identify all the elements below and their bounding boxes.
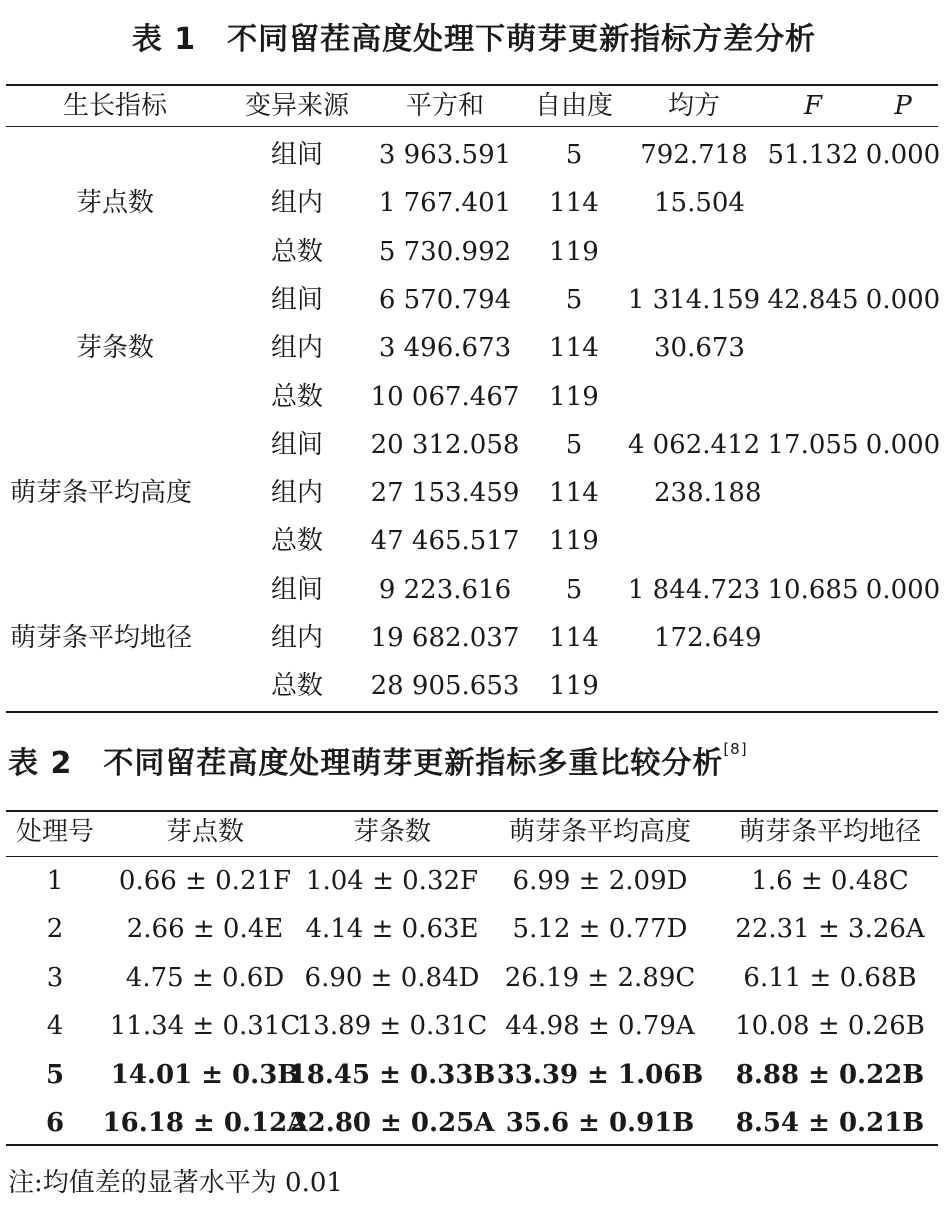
bud-count-cell: 6.90 ± 0.84D: [304, 962, 480, 993]
mean-square-cell: 4 062.412: [627, 429, 761, 460]
avg-diameter-cell: 10.08 ± 0.26B: [735, 1011, 925, 1042]
bud-count-cell: 22.80 ± 0.25A: [289, 1108, 495, 1138]
df-cell: 5: [565, 284, 583, 315]
df-cell: 5: [565, 574, 583, 605]
mean-square-cell: 15.504: [654, 188, 745, 219]
header-df: 自由度: [534, 91, 614, 121]
source-cell: 组内: [270, 623, 324, 653]
avg-diameter-cell: 8.88 ± 0.22B: [735, 1059, 925, 1090]
header-source: 变异来源: [244, 91, 350, 121]
source-cell: 总数: [270, 671, 324, 702]
source-cell: 组间: [270, 140, 324, 170]
p-value-cell: 0.000: [865, 429, 941, 460]
sum-of-squares-cell: 19 682.037: [370, 623, 520, 653]
bud-count-cell: 4.14 ± 0.63E: [305, 914, 479, 945]
df-cell: 119: [549, 671, 599, 702]
treatment-cell: 2: [46, 914, 64, 945]
header-treatment: 处理号: [15, 817, 95, 847]
p-value-cell: 0.000: [865, 574, 941, 605]
avg-height-cell: 26.19 ± 2.89C: [504, 962, 696, 993]
treatment-cell: 6: [45, 1108, 65, 1138]
table2-header-rule: [6, 856, 938, 857]
f-value-cell: 10.685: [767, 574, 859, 605]
sum-of-squares-cell: 3 496.673: [378, 333, 512, 364]
f-value-cell: 17.055: [767, 429, 859, 460]
source-cell: 总数: [270, 236, 324, 267]
indicator-label: 萌芽条平均高度: [10, 478, 193, 509]
avg-diameter-cell: 1.6 ± 0.48C: [751, 866, 909, 896]
treatment-cell: 4: [46, 1011, 64, 1042]
bud-points-cell: 14.01 ± 0.3B: [110, 1059, 300, 1090]
source-cell: 组内: [270, 478, 324, 509]
source-cell: 组内: [270, 188, 324, 219]
bud-points-cell: 11.34 ± 0.31C: [109, 1011, 301, 1042]
sum-of-squares-cell: 27 153.459: [370, 478, 520, 509]
df-cell: 119: [549, 526, 599, 557]
p-value-cell: 0.000: [865, 284, 941, 315]
sum-of-squares-cell: 20 312.058: [370, 429, 520, 460]
table1-bottom-rule: [6, 711, 938, 713]
df-cell: 5: [565, 429, 583, 460]
df-cell: 5: [565, 140, 583, 170]
avg-height-cell: 44.98 ± 0.79A: [505, 1011, 695, 1042]
df-cell: 114: [549, 188, 599, 219]
indicator-label: 芽点数: [75, 188, 155, 219]
table2-top-rule: [6, 810, 938, 812]
avg-height-cell: 5.12 ± 0.77D: [512, 914, 688, 945]
source-cell: 总数: [270, 526, 324, 557]
mean-square-cell: 1 844.723: [627, 574, 761, 605]
header-f: F: [803, 91, 823, 121]
indicator-label: 萌芽条平均地径: [10, 623, 193, 653]
source-cell: 总数: [270, 381, 324, 412]
mean-square-cell: 238.188: [654, 478, 762, 509]
treatment-cell: 5: [45, 1059, 65, 1090]
table1-top-rule: [6, 84, 938, 86]
header-bud-count: 芽条数: [352, 817, 432, 847]
avg-height-cell: 6.99 ± 2.09D: [512, 866, 688, 896]
sum-of-squares-cell: 28 905.653: [370, 671, 520, 702]
bud-points-cell: 16.18 ± 0.12A: [102, 1108, 308, 1138]
table2-bottom-rule: [6, 1144, 938, 1146]
treatment-cell: 3: [46, 962, 64, 993]
sum-of-squares-cell: 6 570.794: [378, 284, 512, 315]
header-ss: 平方和: [405, 91, 485, 121]
sum-of-squares-cell: 3 963.591: [378, 140, 512, 170]
header-bud-points: 芽点数: [165, 817, 245, 847]
p-value-cell: 0.000: [865, 140, 941, 170]
header-indicator: 生长指标: [62, 91, 168, 121]
table2-title-text: 表 2 不同留茬高度处理萌芽更新指标多重比较分析: [8, 746, 724, 781]
df-cell: 114: [549, 623, 599, 653]
table2-reference: [8]: [723, 740, 748, 758]
df-cell: 114: [549, 333, 599, 364]
indicator-label: 芽条数: [75, 333, 155, 364]
mean-square-cell: 30.673: [654, 333, 745, 364]
bud-points-cell: 0.66 ± 0.21F: [118, 866, 292, 896]
bud-count-cell: 13.89 ± 0.31C: [296, 1011, 488, 1042]
avg-diameter-cell: 8.54 ± 0.21B: [735, 1108, 925, 1138]
header-avg-height: 萌芽条平均高度: [508, 817, 692, 847]
df-cell: 119: [549, 236, 599, 267]
df-cell: 114: [549, 478, 599, 509]
source-cell: 组间: [270, 574, 324, 605]
source-cell: 组间: [270, 429, 324, 460]
table1-title: 表 1 不同留茬高度处理下萌芽更新指标方差分析: [131, 22, 817, 57]
sum-of-squares-cell: 1 767.401: [378, 188, 512, 219]
f-value-cell: 42.845: [767, 284, 859, 315]
header-avg-diameter: 萌芽条平均地径: [738, 817, 922, 847]
sum-of-squares-cell: 9 223.616: [378, 574, 512, 605]
source-cell: 组间: [270, 284, 324, 315]
bud-count-cell: 18.45 ± 0.33B: [288, 1059, 496, 1090]
mean-square-cell: 1 314.159: [627, 284, 761, 315]
mean-square-cell: 792.718: [640, 140, 748, 170]
bud-points-cell: 4.75 ± 0.6D: [125, 962, 285, 993]
mean-square-cell: 172.649: [654, 623, 762, 653]
table2-title: [8, 738, 938, 782]
df-cell: 119: [549, 381, 599, 412]
avg-height-cell: 33.39 ± 1.06B: [496, 1059, 704, 1090]
source-cell: 组内: [270, 333, 324, 364]
treatment-cell: 1: [46, 866, 64, 896]
avg-diameter-cell: 22.31 ± 3.26A: [735, 914, 925, 945]
header-p: P: [894, 91, 912, 121]
bud-points-cell: 2.66 ± 0.4E: [126, 914, 284, 945]
table-note: 注:均值差的显著水平为 0.01: [8, 1168, 343, 1198]
avg-diameter-cell: 6.11 ± 0.68B: [743, 962, 917, 993]
header-ms: 均方: [667, 91, 721, 121]
f-value-cell: 51.132: [767, 140, 859, 170]
sum-of-squares-cell: 47 465.517: [370, 526, 520, 557]
sum-of-squares-cell: 10 067.467: [370, 381, 520, 412]
avg-height-cell: 35.6 ± 0.91B: [505, 1108, 695, 1138]
sum-of-squares-cell: 5 730.992: [378, 236, 512, 267]
table1-header-rule: [6, 126, 938, 127]
bud-count-cell: 1.04 ± 0.32F: [305, 866, 479, 896]
